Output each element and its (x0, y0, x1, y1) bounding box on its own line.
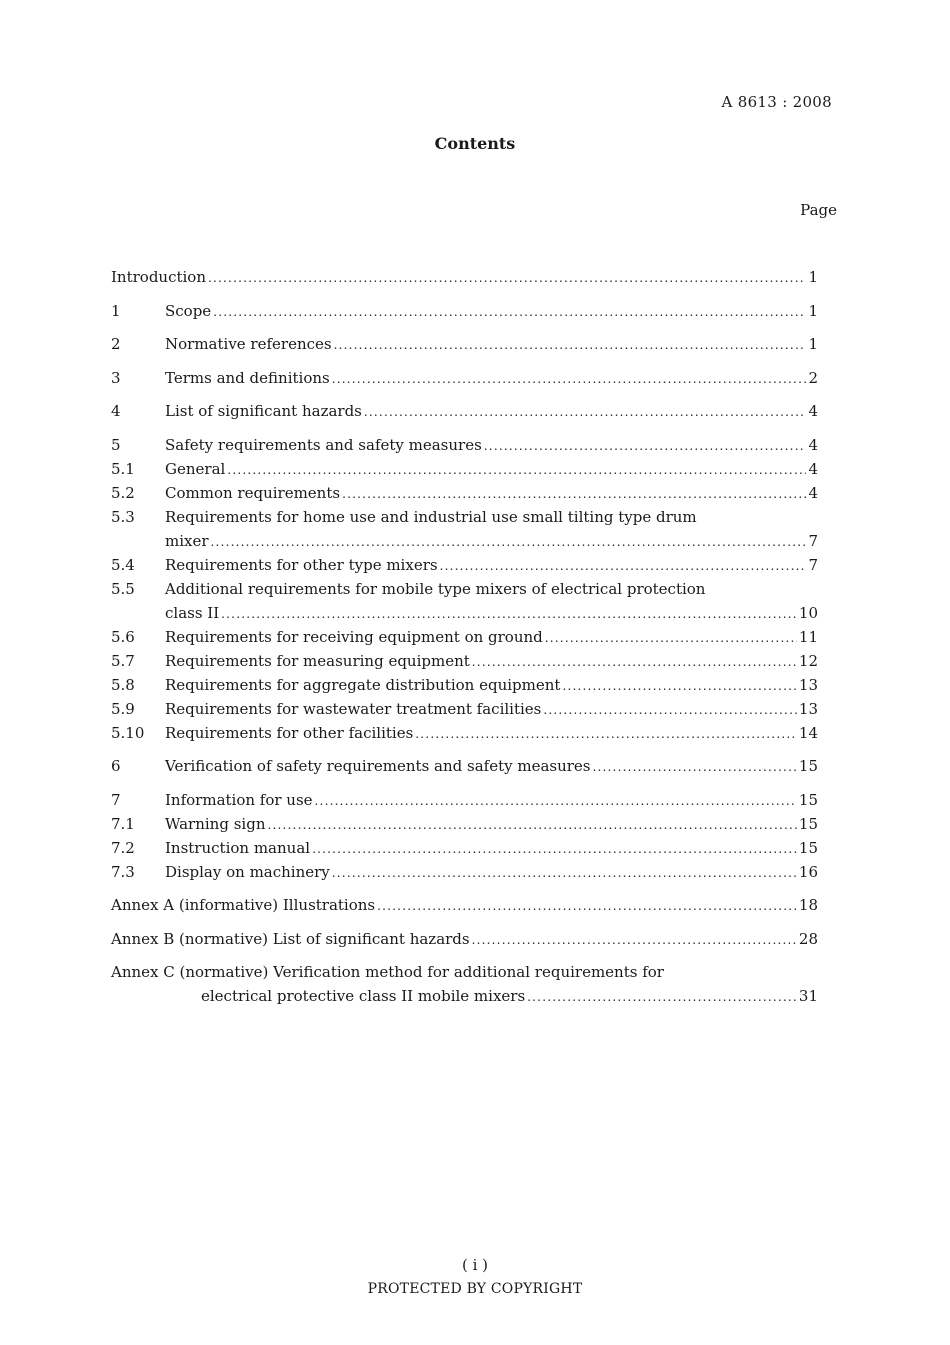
toc-entry-text: Instruction manual (165, 839, 311, 857)
dot-leader (484, 434, 807, 458)
toc-entry-text: Terms and definitions (165, 369, 330, 387)
toc-page-number: 18 (798, 896, 818, 914)
toc-entry-5-7[interactable] (111, 649, 818, 673)
toc-entry-2[interactable] (111, 332, 818, 356)
dot-leader (472, 928, 797, 952)
toc-page-number: 10 (798, 604, 818, 622)
dot-leader (440, 554, 807, 578)
toc-entry-text: Display on machinery (165, 863, 330, 881)
toc-entry-text: List of significant hazards (165, 402, 362, 420)
page-column-label: Page (800, 201, 837, 219)
toc-page-number: 1 (808, 302, 818, 320)
dot-leader (364, 400, 807, 424)
toc-section-number: 7 (111, 791, 121, 809)
dot-leader (211, 530, 807, 554)
toc-entry-6[interactable] (111, 754, 818, 778)
toc-entry-text: Common requirements (165, 484, 341, 502)
toc-page-number: 31 (798, 987, 818, 1005)
dot-leader (472, 650, 797, 674)
toc-section-number: 7.2 (111, 839, 135, 857)
dot-leader (593, 755, 797, 779)
toc-entry-1[interactable] (111, 299, 818, 323)
toc-section-number: 5.6 (111, 628, 135, 646)
toc-section-number: 5.2 (111, 484, 135, 502)
toc-section-number: 6 (111, 757, 121, 775)
toc-page-number: 11 (798, 628, 818, 646)
toc-section-number: 2 (111, 335, 121, 353)
toc-entry-5-10[interactable] (111, 721, 818, 745)
toc-entry-5-6[interactable] (111, 625, 818, 649)
toc-entry-5[interactable] (111, 433, 818, 457)
toc-entry-text: Warning sign (165, 815, 266, 833)
toc-entry-7-3[interactable] (111, 860, 818, 884)
toc-entry-5-2[interactable] (111, 481, 818, 505)
toc-section-number: 5.8 (111, 676, 135, 694)
toc-entry-annex-c[interactable] (111, 960, 818, 1008)
toc-page-number: 12 (798, 652, 818, 670)
toc-page-number: 1 (808, 335, 818, 353)
dot-leader (527, 985, 797, 1009)
toc-entry-text-continued: electrical protective class II mobile mixers (201, 987, 526, 1005)
dot-leader (545, 626, 797, 650)
toc-section-number: 5.5 (111, 580, 135, 598)
dot-leader (227, 458, 806, 482)
toc-entry-5-5[interactable] (111, 577, 818, 625)
toc-entry-text: Normative references (165, 335, 332, 353)
dot-leader (213, 300, 806, 324)
toc-entry-text: Requirements for other type mixers (165, 556, 438, 574)
toc-section-number: 5.3 (111, 508, 135, 526)
toc-page-number: 4 (808, 402, 818, 420)
toc-section-number: 5 (111, 436, 121, 454)
dot-leader (221, 602, 797, 626)
toc-entry-text: Safety requirements and safety measures (165, 436, 482, 454)
toc-page-number: 15 (798, 791, 818, 809)
footer-page-number: ( i ) (461, 1256, 489, 1274)
toc-entry-5-1[interactable] (111, 457, 818, 481)
toc-page-number: 4 (808, 460, 818, 478)
toc-entry-text: Information for use (165, 791, 313, 809)
dot-leader (334, 333, 807, 357)
toc-section-number: 7.3 (111, 863, 135, 881)
toc-entry-text: Requirements for aggregate distribution equipment (165, 676, 561, 694)
page-title: Contents (434, 134, 516, 153)
dot-leader (267, 813, 796, 837)
toc-entry-introduction[interactable] (111, 265, 818, 289)
toc-entry-text-continued: mixer (165, 532, 209, 550)
toc-entry-annex-a[interactable] (111, 893, 818, 917)
dot-leader (315, 789, 797, 813)
toc-page-number: 7 (808, 532, 818, 550)
toc-section-number: 5.1 (111, 460, 135, 478)
toc-entry-text: Annex C (normative) Verification method for additional requirements for (111, 963, 664, 981)
toc-entry-5-3[interactable] (111, 505, 818, 553)
dot-leader (377, 894, 797, 918)
toc-entry-7-1[interactable] (111, 812, 818, 836)
toc-page-number: 1 (808, 268, 818, 286)
toc-page-number: 4 (808, 484, 818, 502)
toc-section-number: 1 (111, 302, 121, 320)
toc-entry-5-9[interactable] (111, 697, 818, 721)
toc-entry-text: Requirements for measuring equipment (165, 652, 470, 670)
toc-page-number: 15 (798, 839, 818, 857)
dot-leader (312, 837, 797, 861)
toc-page-number: 13 (798, 700, 818, 718)
toc-entry-5-8[interactable] (111, 673, 818, 697)
toc-entry-5-4[interactable] (111, 553, 818, 577)
toc-section-number: 3 (111, 369, 121, 387)
toc-entry-text: Introduction (111, 268, 206, 286)
copyright-notice: PROTECTED BY COPYRIGHT (367, 1281, 583, 1297)
toc-entry-text-continued: class II (165, 604, 220, 622)
toc-entry-text: Annex A (informative) Illustrations (111, 896, 376, 914)
toc-section-number: 5.9 (111, 700, 135, 718)
toc-entry-text: General (165, 460, 226, 478)
dot-leader (208, 266, 806, 290)
toc-section-number: 7.1 (111, 815, 135, 833)
dot-leader (342, 482, 806, 506)
toc-section-number: 5.7 (111, 652, 135, 670)
toc-entry-text: Requirements for wastewater treatment facilities (165, 700, 542, 718)
toc-page-number: 15 (798, 815, 818, 833)
toc-entry-7-2[interactable] (111, 836, 818, 860)
toc-page-number: 2 (808, 369, 818, 387)
dot-leader (415, 722, 797, 746)
toc-page-number: 4 (808, 436, 818, 454)
toc-page-number: 13 (798, 676, 818, 694)
toc-section-number: 5.10 (111, 724, 145, 742)
toc-page-number: 16 (798, 863, 818, 881)
toc-entry-text: Annex B (normative) List of significant hazards (111, 930, 470, 948)
toc-entry-text: Requirements for home use and industrial use small tilting type drum (165, 508, 697, 526)
toc-entry-annex-b[interactable] (111, 927, 818, 951)
dot-leader (332, 861, 797, 885)
toc-page-number: 28 (798, 930, 818, 948)
toc-entry-7[interactable] (111, 788, 818, 812)
toc-page-number: 7 (808, 556, 818, 574)
toc-entry-text: Scope (165, 302, 212, 320)
toc-entry-text: Requirements for receiving equipment on ground (165, 628, 543, 646)
dot-leader (332, 367, 807, 391)
toc-section-number: 5.4 (111, 556, 135, 574)
toc-entry-text: Additional requirements for mobile type mixers of electrical protection (165, 580, 706, 598)
toc-entry-text: Verification of safety requirements and safety measures (165, 757, 591, 775)
toc-entry-text: Requirements for other facilities (165, 724, 414, 742)
toc-page-number: 14 (798, 724, 818, 742)
dot-leader (543, 698, 797, 722)
toc-entry-4[interactable] (111, 399, 818, 423)
document-identifier: A 8613 : 2008 (721, 93, 832, 111)
toc-page-number: 15 (798, 757, 818, 775)
toc-section-number: 4 (111, 402, 121, 420)
toc-entry-3[interactable] (111, 366, 818, 390)
dot-leader (562, 674, 796, 698)
